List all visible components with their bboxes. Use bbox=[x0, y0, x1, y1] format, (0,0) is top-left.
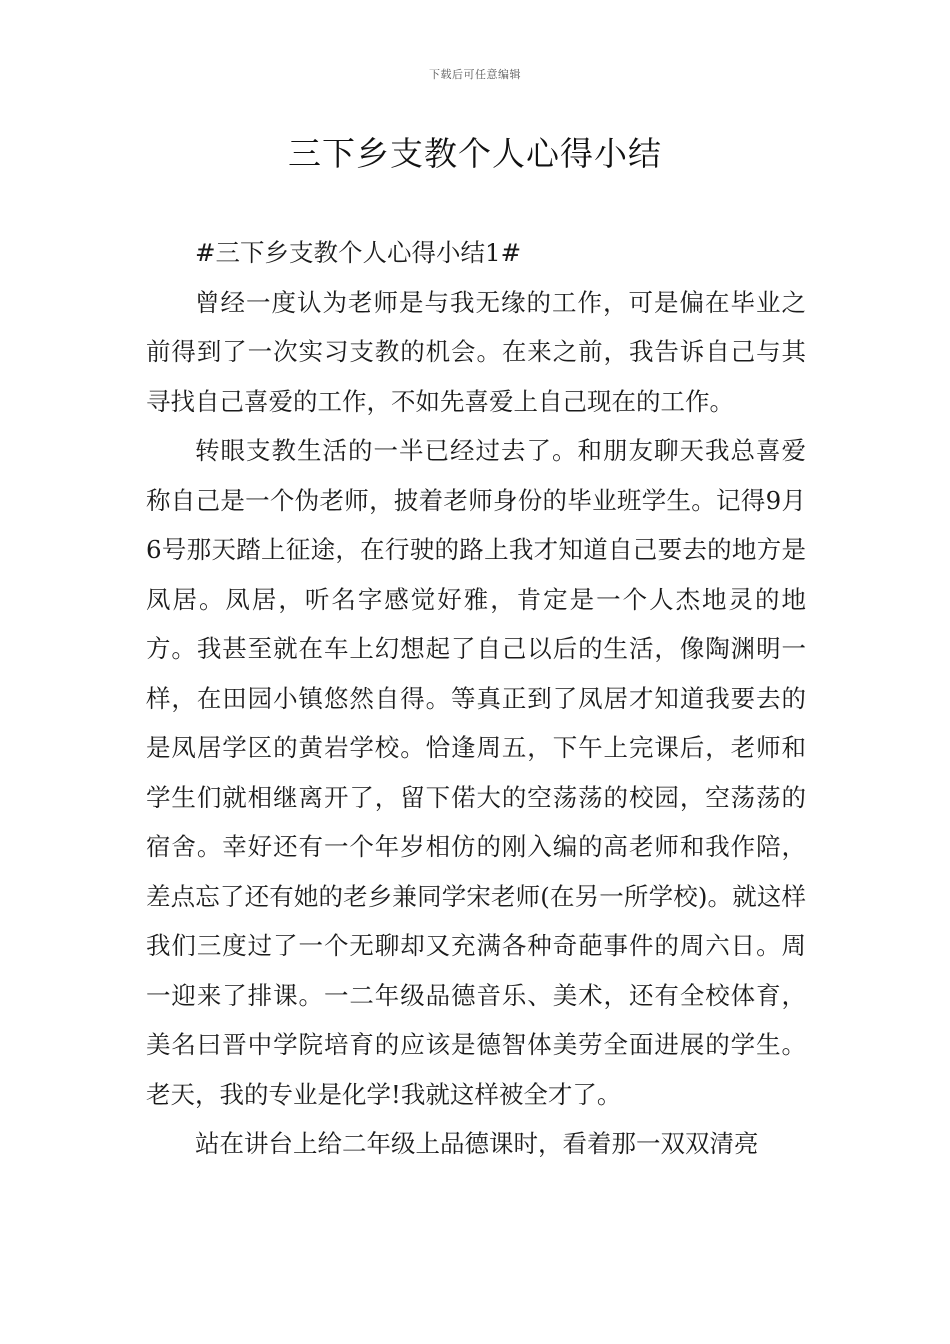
section-heading: #三下乡支教个人心得小结1# bbox=[195, 238, 522, 267]
paragraph: 转眼支教生活的一半已经过去了。和朋友聊天我总喜爱称自己是一个伪老师，披着老师身份的毕业班学生。记得9月6号那天踏上征途，在行驶的路上我才知道自己要去的地方是凤居。凤居，听名字感觉好雅，肯定是一个人杰地灵的地方。我甚至就在车上幻想起了自己以后的生活，像陶渊明一样，在田园小镇悠然自得。等真正到了凤居才知道我要去的是凤居学区的黄岩学校。恰逢周五，下午上完课后，老师和学生们就相继离开了，留下偌大的空荡荡的校园，空荡荡的宿舍。幸好还有一个年岁相仿的刚入编的高老师和我作陪，差点忘了还有她的老乡兼同学宋老师(在另一所学校)。就这样我们三度过了一个无聊却又充满各种奇葩事件的周六日。周一迎来了排课。一二年级品德音乐、美术，还有全校体育，美名曰晋中学院培育的应该是德智体美劳全面进展的学生。老天，我的专业是化学!我就这样被全才了。 bbox=[146, 436, 806, 1109]
header-note: 下载后可任意编辑 bbox=[429, 68, 521, 81]
document-title: 三下乡支教个人心得小结 bbox=[288, 134, 662, 173]
paragraph: 曾经一度认为老师是与我无缘的工作，可是偏在毕业之前得到了一次实习支教的机会。在来之前，我告诉自己与其寻找自己喜爱的工作，不如先喜爱上自己现在的工作。 bbox=[146, 287, 806, 416]
paragraph: 站在讲台上给二年级上品德课时，看着那一双双清亮 bbox=[195, 1129, 759, 1158]
document-body bbox=[146, 228, 806, 1169]
